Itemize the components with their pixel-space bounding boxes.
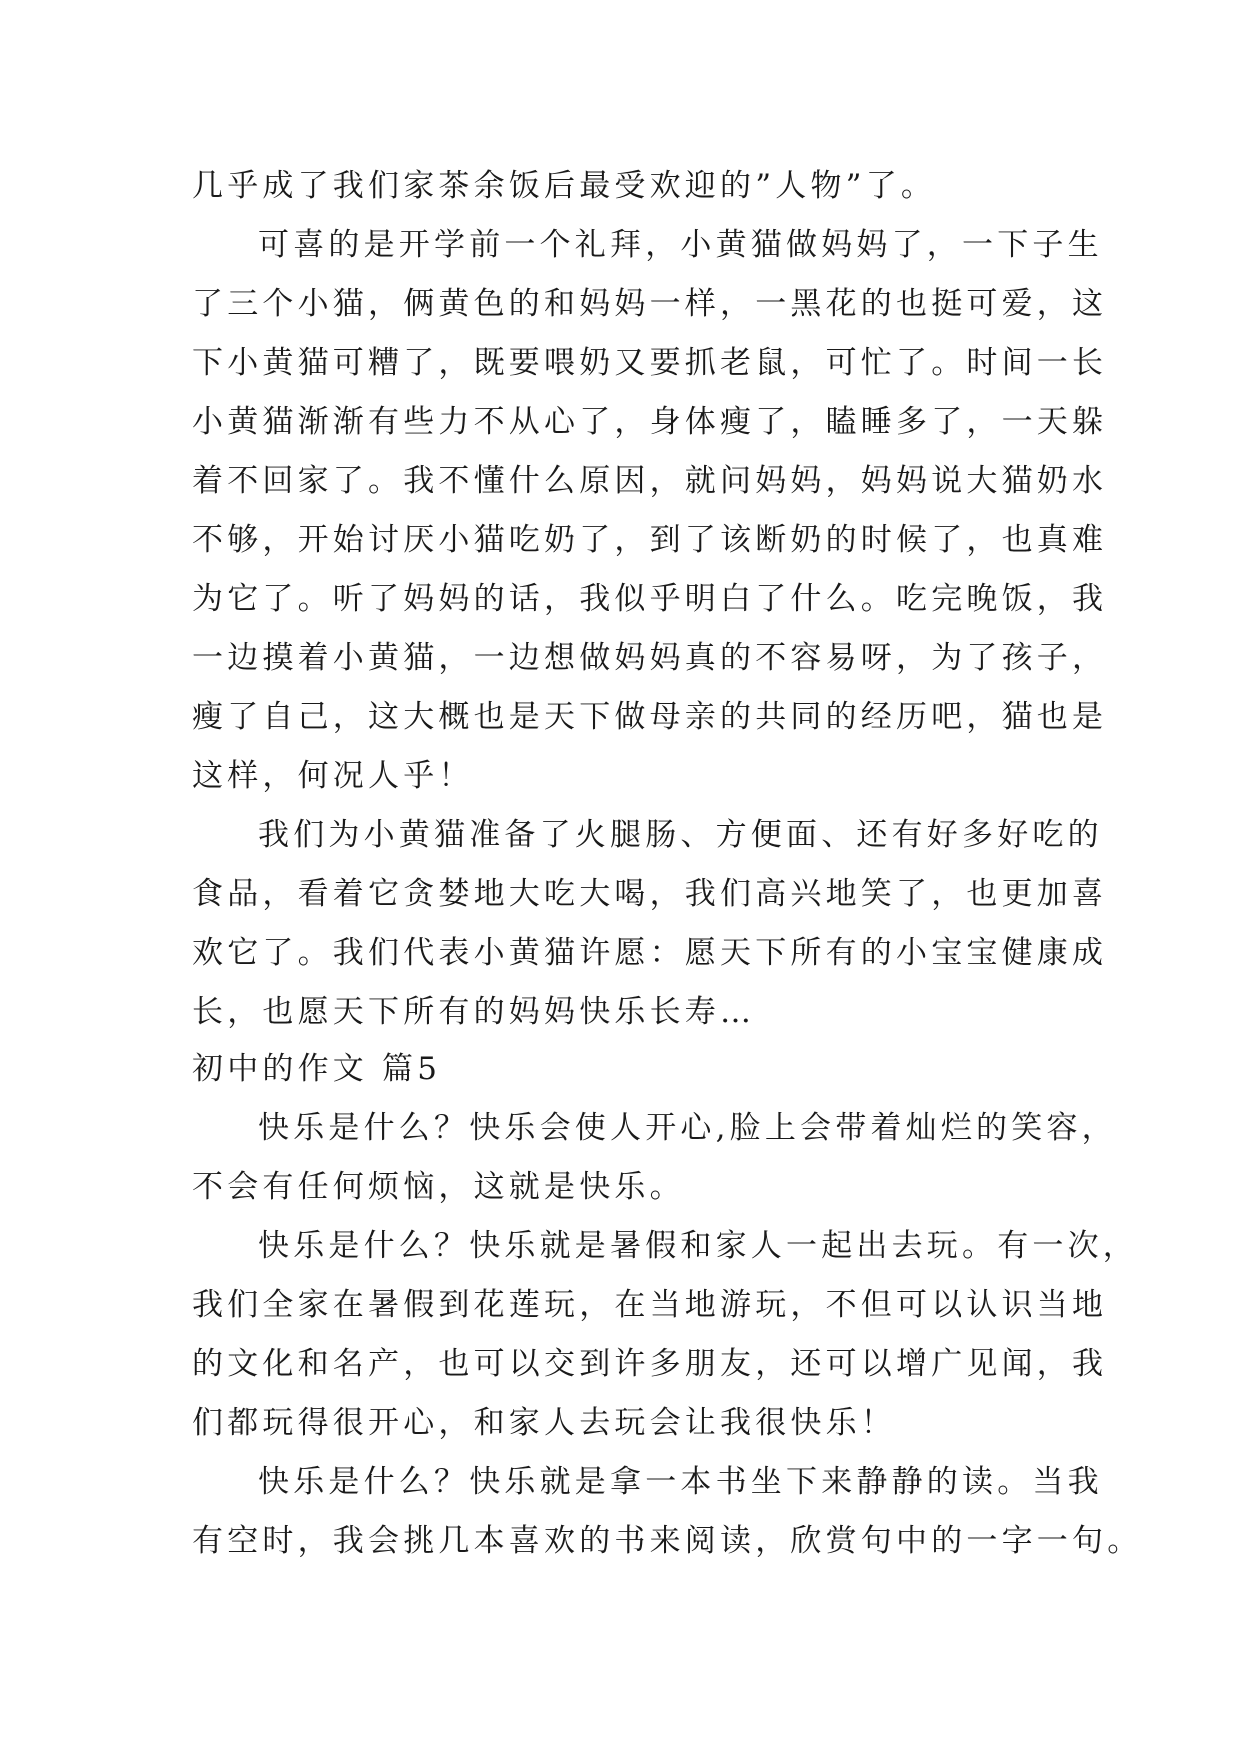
text-line: 不够，开始讨厌小猫吃奶了，到了该断奶的时候了，也真难 xyxy=(192,522,1108,558)
paragraph-start-line: 我们为小黄猫准备了火腿肠、方便面、还有好多好吃的 xyxy=(258,817,1103,853)
text-line: 长，也愿天下所有的妈妈快乐长寿… xyxy=(192,994,756,1030)
section-heading: 初中的作文 篇5 xyxy=(192,1051,442,1087)
text-line: 一边摸着小黄猫，一边想做妈妈真的不容易呀，为了孩子， xyxy=(192,640,1108,676)
text-line: 几乎成了我们家茶余饭后最受欢迎的”人物”了。 xyxy=(192,168,937,204)
text-line: 了三个小猫，俩黄色的和妈妈一样，一黑花的也挺可爱，这 xyxy=(192,286,1108,322)
paragraph-start-line: 快乐是什么？快乐就是拿一本书坐下来静静的读。当我 xyxy=(258,1464,1103,1500)
text-line: 瘦了自己，这大概也是天下做母亲的共同的经历吧，猫也是 xyxy=(192,699,1108,735)
text-line: 们都玩得很开心，和家人去玩会让我很快乐！ xyxy=(192,1405,896,1441)
paragraph-start-line: 快乐是什么？快乐会使人开心,脸上会带着灿烂的笑容， xyxy=(258,1110,1117,1146)
text-line: 的文化和名产，也可以交到许多朋友，还可以增广见闻，我 xyxy=(192,1346,1108,1382)
paragraph-start-line: 可喜的是开学前一个礼拜，小黄猫做妈妈了，一下子生 xyxy=(258,227,1103,263)
text-line: 着不回家了。我不懂什么原因，就问妈妈，妈妈说大猫奶水 xyxy=(192,463,1108,499)
text-line: 有空时，我会挑几本喜欢的书来阅读，欣赏句中的一字一句。 xyxy=(192,1523,1143,1559)
text-line: 我们全家在暑假到花莲玩，在当地游玩，不但可以认识当地 xyxy=(192,1287,1108,1323)
text-line: 小黄猫渐渐有些力不从心了，身体瘦了，瞌睡多了，一天躲 xyxy=(192,404,1108,440)
text-line: 欢它了。我们代表小黄猫许愿：愿天下所有的小宝宝健康成 xyxy=(192,935,1108,971)
text-line: 为它了。听了妈妈的话，我似乎明白了什么。吃完晚饭，我 xyxy=(192,581,1108,617)
text-line: 下小黄猫可糟了，既要喂奶又要抓老鼠，可忙了。时间一长 xyxy=(192,345,1108,381)
text-line: 这样，何况人乎！ xyxy=(192,758,474,794)
paragraph-start-line: 快乐是什么？快乐就是暑假和家人一起出去玩。有一次， xyxy=(258,1228,1138,1264)
text-line: 食品，看着它贪婪地大吃大喝，我们高兴地笑了，也更加喜 xyxy=(192,876,1108,912)
text-line: 不会有任何烦恼，这就是快乐。 xyxy=(192,1169,685,1205)
